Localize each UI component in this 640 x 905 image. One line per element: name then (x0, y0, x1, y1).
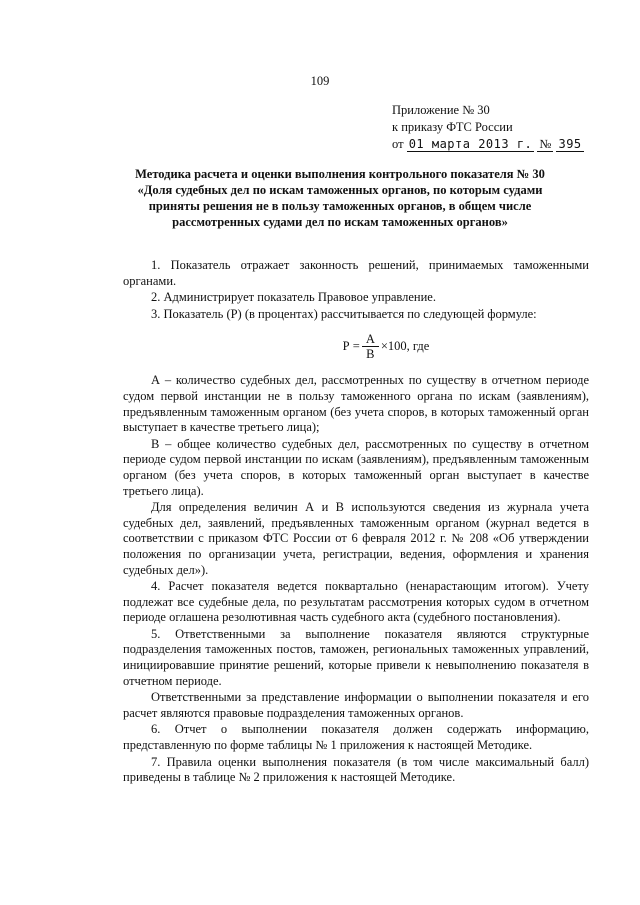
page-number: 109 (310, 74, 330, 88)
paragraph-6: 6. Отчет о выполнении показателя должен содержать информацию, представленную по форме таблицы № 1 приложения к настоящей Методике. (123, 722, 589, 753)
paragraph-5: 5. Ответственными за выполнение показателя являются структурные подразделения таможенных постов, таможен, региональных таможенных управлений, инициировавшие принятие решений, которые привели к невыполнению показателя в отчетном периоде. (123, 626, 589, 688)
title-line-1: Методика расчета и оценки выполнения контрольного показателя № 30 (135, 167, 545, 181)
appendix-line-1: Приложение № 30 (392, 103, 490, 117)
formula-denominator: В (366, 347, 375, 362)
paragraph-a-definition: А – количество судебных дел, рассмотренных по существу в отчетном периоде судом первой инстанции не в пользу таможенного органа по искам (заявлениям), предъявленным таможенным органом (без учета споров, в которых таможенный орган выступает в качестве третьего лица); (123, 373, 589, 435)
order-number-sign: № (539, 137, 552, 151)
order-number: 395 (558, 137, 582, 151)
title-line-4: рассмотренных судами дел по искам таможенных органов» (172, 215, 508, 229)
title-line-2: «Доля судебных дел по искам таможенных органов, по которым судами (137, 183, 543, 197)
formula-numerator: А (362, 332, 379, 347)
paragraph-b-definition: В – общее количество судебных дел, рассмотренных по существу в отчетном периоде судом первой инстанции по искам (заявлениям), предъявленным таможенным органом (без учета споров, в которых таможенный орган выступает в качестве третьего лица). (123, 436, 589, 498)
paragraph-2: 2. Администрирует показатель Правовое управление. (151, 290, 436, 305)
document-title (110, 166, 570, 230)
appendix-from: от (392, 137, 404, 151)
formula-fraction (362, 332, 379, 361)
title-line-3: приняты решения не в пользу таможенных органов, в общем числе (148, 199, 532, 213)
appendix-line-2: к приказу ФТС России (392, 120, 513, 134)
formula-rhs: ×100, где (380, 339, 430, 354)
document-body (123, 258, 589, 787)
appendix-line-3 (392, 136, 584, 153)
paragraph-5b: Ответственными за представление информации о выполнении показателя и его расчет являются правовые подразделения таможенных органов. (123, 690, 589, 720)
paragraph-3: 3. Показатель (Р) (в процентах) рассчитывается по следующей формуле: (151, 306, 537, 321)
order-date: 01 марта 2013 г. (408, 137, 533, 151)
paragraph-4: 4. Расчет показателя ведется поквартально (ненарастающим итогом). Учету подлежат все судебные дела, по результатам рассмотрения которых судом в отчетном периоде оглашена резолютивная часть судебного акта (судебного постановления). (123, 579, 589, 625)
paragraph-1: 1. Показатель отражает законность решений, принимаемых таможенными органами. (123, 258, 589, 288)
formula (183, 332, 589, 361)
paragraph-7: 7. Правила оценки выполнения показателя (в том числе максимальный балл) приведены в таблице № 2 приложения к настоящей Методике. (123, 754, 589, 785)
appendix-header (392, 102, 584, 153)
formula-lhs: Р = (342, 339, 360, 354)
paragraph-data-source: Для определения величин А и В используются сведения из журнала учета судебных дел, заявлений, предъявленных таможенным органом (журнал ведется в соответствии с приказом ФТС России от 6 февраля 2012 г. № 208 «Об утверждении положения по организации учета, регистрации, ведения, оформления и хранения судебных дел»). (123, 500, 589, 577)
